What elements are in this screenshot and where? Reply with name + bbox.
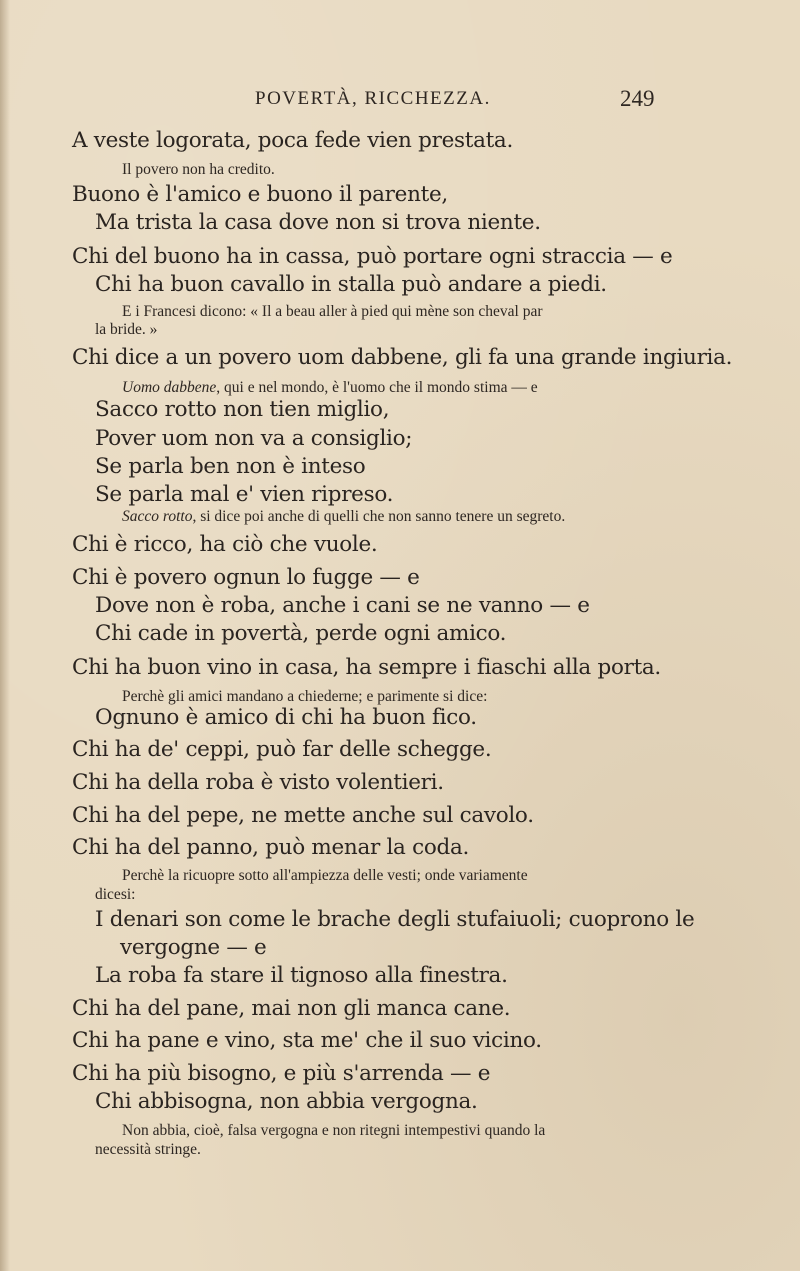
proverb-line: La roba fa stare il tignoso alla finestra. [95, 963, 508, 988]
proverb-line: Chi ha della roba è visto volentieri. [72, 770, 444, 795]
proverb-line: Sacco rotto non tien miglio, [95, 397, 390, 422]
proverb-line: I denari son come le brache degli stufaiuoli; cuoprono le [95, 907, 695, 932]
proverb-line: Chi è ricco, ha ciò che vuole. [72, 532, 378, 557]
proverb-line: Buono è l'amico e buono il parente, [72, 182, 448, 207]
proverb-line: vergogne — e [120, 935, 267, 960]
proverb-line: Ma trista la casa dove non si trova niente. [95, 210, 541, 235]
note-line: dicesi: [95, 886, 136, 903]
note-italic-term: Sacco rotto [122, 508, 193, 525]
proverb-line: Chi abbisogna, non abbia vergogna. [95, 1089, 478, 1114]
note-italic-term: Uomo dabbene [122, 379, 217, 396]
note-line [122, 379, 538, 397]
note-text: , si dice poi anche di quelli che non sanno tenere un segreto. [192, 508, 566, 525]
running-title: POVERTÀ, RICCHEZZA. [255, 88, 491, 109]
note-line: Perchè la ricuopre sotto all'ampiezza delle vesti; onde variamente [122, 867, 528, 884]
note-line: E i Francesi dicono: « Il a beau aller à pied qui mène son cheval par [122, 303, 543, 320]
note-line: necessità stringe. [95, 1141, 201, 1158]
proverb-line: Se parla ben non è inteso [95, 454, 366, 479]
proverb-line: Chi ha del panno, può menar la coda. [72, 835, 469, 860]
proverb-line: Chi ha pane e vino, sta me' che il suo vicino. [72, 1028, 542, 1053]
proverb-line: Chi del buono ha in cassa, può portare ogni straccia — e [72, 244, 673, 269]
proverb-line: A veste logorata, poca fede vien prestata. [72, 128, 513, 153]
proverb-line: Chi ha del pane, mai non gli manca cane. [72, 996, 511, 1021]
proverb-line: Dove non è roba, anche i cani se ne vanno — e [95, 593, 590, 618]
proverb-line: Pover uom non va a consiglio; [95, 426, 413, 451]
note-line: la bride. » [95, 321, 158, 338]
proverb-line: Chi ha buon cavallo in stalla può andare a piedi. [95, 272, 607, 297]
note-line: Non abbia, cioè, falsa vergogna e non ritegni intempestivi quando la [122, 1122, 546, 1139]
page-number: 249 [620, 86, 655, 111]
note-line [122, 508, 565, 526]
proverb-line: Chi ha buon vino in casa, ha sempre i fiaschi alla porta. [72, 655, 661, 680]
proverb-line: Chi ha più bisogno, e più s'arrenda — e [72, 1061, 491, 1086]
page-edge-shadow [0, 0, 10, 1271]
proverb-line: Se parla mal e' vien ripreso. [95, 482, 394, 507]
proverb-line: Ognuno è amico di chi ha buon fico. [95, 705, 477, 730]
page-header [0, 86, 800, 116]
proverb-line: Chi ha del pepe, ne mette anche sul cavolo. [72, 803, 534, 828]
proverb-line: Chi è povero ognun lo fugge — e [72, 565, 420, 590]
proverb-line: Chi cade in povertà, perde ogni amico. [95, 621, 507, 646]
proverb-line: Chi ha de' ceppi, può far delle schegge. [72, 737, 492, 762]
note-text: , qui e nel mondo, è l'uomo che il mondo stima — e [216, 379, 538, 396]
proverb-line: Chi dice a un povero uom dabbene, gli fa una grande ingiuria. [72, 345, 733, 370]
note-line: Il povero non ha credito. [122, 161, 275, 178]
note-line: Perchè gli amici mandano a chiederne; e parimente si dice: [122, 688, 488, 705]
